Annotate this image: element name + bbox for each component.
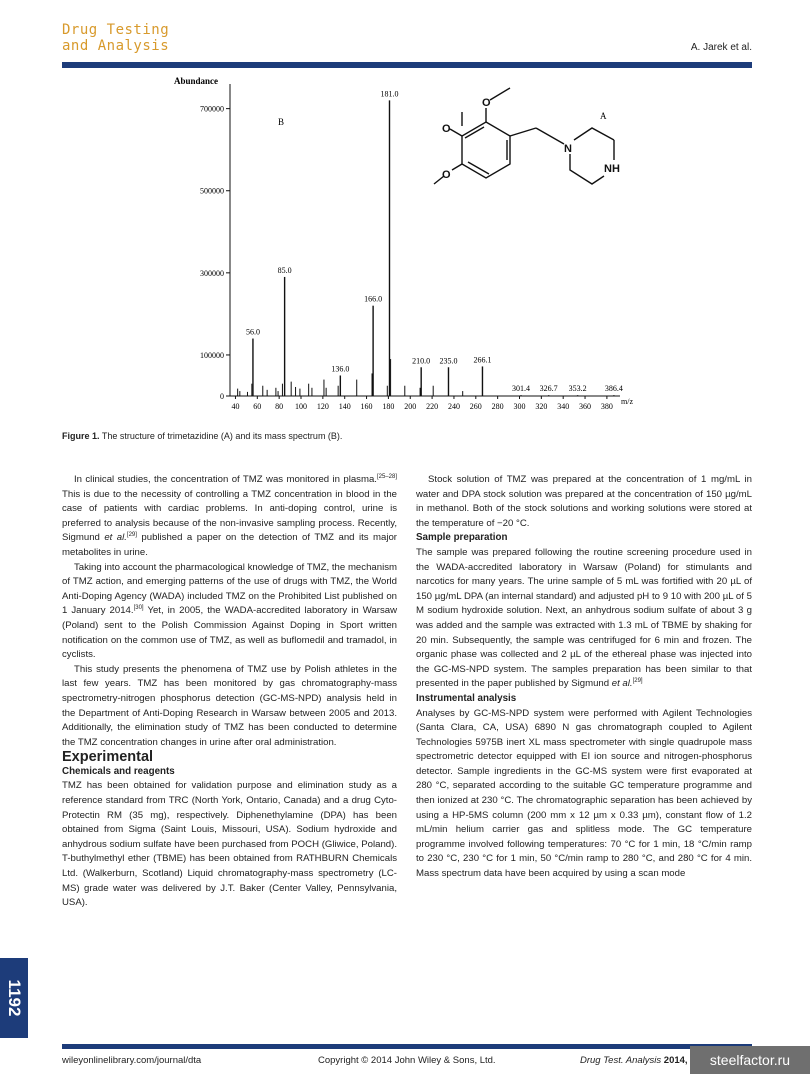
x-axis-unit: m/z bbox=[621, 397, 633, 406]
peak-label: 56.0 bbox=[245, 327, 260, 337]
nh-label: NH bbox=[604, 163, 620, 175]
benzene-ring bbox=[462, 122, 510, 178]
text-run: et al. bbox=[104, 532, 127, 544]
text-run: The sample was prepared following the routine screening procedure used in the WADA-accredited laboratory in Warsaw (Poland) for stimulants and narcotics for many years. The urine sample of 5 mL was fortified with 20 µL of 150 µg/mL DPA (an internal standard) and adjusted pH to 9 10 with 200 µL of 5 M sodium hydroxide solution. Next, an anhydrous sodium sulfate of about 3 g was added and the sample was extracted with 1.3 mL of TBME by shaking for 20 min. Subsequently, the sample was centrifuged for 6 min and frozen. The organic phase was collected and 2 µL of the ethereal phase was injected into the GC-MS-NPD system. The samples preparation has been similar to that presented in the paper published by Sigmund bbox=[416, 546, 752, 690]
panel-b-label: B bbox=[278, 117, 285, 127]
journal-title-line1: Drug Testing bbox=[62, 22, 170, 38]
methoxy-bond bbox=[450, 129, 462, 136]
journal-abbrev: Drug Test. Analysis bbox=[580, 1055, 662, 1066]
x-tick-label: 360 bbox=[579, 402, 592, 411]
x-tick-label: 380 bbox=[600, 402, 613, 411]
oxygen-label: O bbox=[442, 169, 451, 181]
right-column bbox=[416, 473, 752, 882]
footer-copyright: Copyright © 2014 John Wiley & Sons, Ltd. bbox=[318, 1055, 496, 1066]
running-authors: A. Jarek et al. bbox=[690, 42, 752, 53]
y-tick-label: 100000 bbox=[200, 350, 224, 360]
footer-rule bbox=[62, 1044, 752, 1049]
citation[interactable]: [25–28] bbox=[376, 473, 397, 480]
peak-label: 326.7 bbox=[539, 384, 558, 394]
text-run: In clinical studies, the concentration of TMZ was monitored in plasma. bbox=[74, 474, 377, 485]
text-run: Yet, in 2005, the WADA-accredited laboratory in Warsaw (Poland) sent to the Polish Commission Against Doping in Sport written notification on the common use of TMZ, as well as buflomedil and tramadol, in cyclists. bbox=[62, 605, 398, 661]
x-tick-label: 200 bbox=[404, 402, 417, 411]
paragraph: Analyses by GC-MS-NPD system were performed with Agilent Technologies (Santa Clara, CA, USA) 6890 N gas chromatograph coupled to Agilent Technologies 5975B inert XL mass spectrometer with single quadrupole mass spectrometric detector equipped with EI ion source and nitrogen-phosphorus detector. Sample ingredients in the GC-MS system were first evaporated at 280 °C, separated according to the suitable GC temperature programme and then ionized at 230 °C. The chromatographic separation has been achieved by using a HP-5MS column (200 mm x 12 µm x 0.33 µm), constant flow of 1.2 mL/min helium carrier gas and splitless mode. The GC temperature programme involved following temperatures: 70 °C for 1 min, 18 °C/min ramp to 230 °C, 230 °C for 1 min, 50 °C/min ramp to 280 °C, and 280 °C for 4 min. Mass spectrum data have been acquired by using a scan mode bbox=[416, 707, 752, 880]
ring-double-bond bbox=[468, 162, 489, 174]
subsection-heading-instrumental: Instrumental analysis bbox=[416, 692, 517, 704]
text-run: Taking into account the pharmacological knowledge of TMZ, the mechanism of TMZ action, and emerging patterns of the use of drugs with TMZ, the World Anti-Doping Agency (WADA) included TMZ on the Prohibited List published on 1 January 2014. bbox=[62, 561, 397, 617]
x-tick-label: 120 bbox=[316, 402, 329, 411]
x-tick-label: 260 bbox=[469, 402, 482, 411]
y-tick-label: 0 bbox=[220, 392, 224, 401]
journal-year: 2014, bbox=[661, 1055, 688, 1066]
left-column bbox=[62, 473, 397, 911]
x-tick-label: 280 bbox=[491, 402, 504, 411]
citation[interactable]: [29] bbox=[632, 678, 643, 685]
y-tick-label: 700000 bbox=[200, 104, 224, 114]
caption-text: The structure of trimetazidine (A) and its mass spectrum (B). bbox=[101, 431, 343, 441]
subsection-heading-sample: Sample preparation bbox=[416, 532, 508, 544]
x-tick-label: 180 bbox=[382, 402, 395, 411]
text-run: published a paper on the detection of TMZ and its major metabolites in urine. bbox=[62, 532, 397, 558]
footer-journal-ref bbox=[580, 1055, 688, 1066]
journal-title bbox=[62, 22, 169, 54]
peak-label: 301.4 bbox=[512, 384, 531, 394]
oxygen-label: O bbox=[442, 123, 451, 135]
x-tick-label: 220 bbox=[426, 402, 439, 411]
watermark: steelfactor.ru bbox=[690, 1046, 810, 1074]
paragraph bbox=[62, 473, 397, 561]
methoxy-bond bbox=[452, 164, 462, 170]
peak-label: 85.0 bbox=[277, 265, 292, 275]
paragraph: Stock solution of TMZ was prepared at the concentration of 1 mg/mL in water and DPA stock solution was prepared at the concentration of 150 µg/mL in methanol. Both of the stock solutions and working solutions were stored at the temperature of −20 °C. bbox=[416, 474, 752, 529]
paragraph bbox=[62, 561, 397, 663]
x-tick-label: 100 bbox=[295, 402, 308, 411]
figure-1 bbox=[174, 72, 650, 417]
peak-label: 166.0 bbox=[364, 294, 383, 304]
x-tick-label: 340 bbox=[557, 402, 570, 411]
y-tick-label: 300000 bbox=[200, 268, 224, 278]
ch2-bond bbox=[510, 128, 536, 136]
y-tick-label: 500000 bbox=[200, 186, 224, 196]
header-rule bbox=[62, 62, 752, 68]
page-number-tab bbox=[0, 958, 28, 1038]
peak-label: 266.1 bbox=[473, 355, 492, 365]
page-number: 1192 bbox=[5, 979, 24, 1017]
y-axis-label: Abundance bbox=[174, 76, 219, 86]
methyl-bond bbox=[490, 88, 510, 100]
footer-url[interactable]: wileyonlinelibrary.com/journal/dta bbox=[62, 1055, 202, 1066]
peak-label: 136.0 bbox=[331, 364, 350, 374]
citation[interactable]: [30] bbox=[133, 605, 144, 612]
x-tick-label: 160 bbox=[360, 402, 373, 411]
oxygen-label: O bbox=[482, 97, 491, 109]
paragraph: TMZ has been obtained for validation purpose and elimination study as a reference standard from TRC (North York, Ontario, Canada) and a drug Cyto-Protectin RM (35 mg), respectively. Diphenethylamine (DPA) has been obtained from Sigma (Saint Louis, Missouri, USA). Sodium hydroxide and anhydrous sodium sulfate have been purchased from POCH (Gliwice, Poland). T-buthylmethyl ether (TBME) has been obtained from RATHBURN Chemicals Ltd. (Walkerburn, Scotland) Liquid chromatography-mass spectrometry (LC-MS) grade water was delivered by J.T. Baker (Center Valley, Pennsylvania, USA). bbox=[62, 780, 397, 909]
chart-axes bbox=[200, 84, 620, 411]
peak-label: 210.0 bbox=[412, 356, 431, 366]
mass-spectrum-chart bbox=[174, 72, 650, 417]
caption-label: Figure 1. bbox=[62, 431, 100, 441]
molecule-structure bbox=[434, 88, 614, 184]
figure-caption bbox=[62, 431, 342, 441]
piperazine-bond bbox=[570, 154, 604, 184]
peak-label: 181.0 bbox=[380, 89, 399, 99]
x-tick-label: 80 bbox=[275, 402, 284, 411]
piperazine-bond bbox=[574, 128, 614, 140]
citation[interactable]: [29] bbox=[126, 532, 137, 539]
x-tick-label: 40 bbox=[231, 402, 240, 411]
x-tick-label: 60 bbox=[253, 402, 262, 411]
text-run: et al. bbox=[611, 678, 633, 690]
chart-peaks bbox=[238, 89, 623, 396]
text-run: This is due to the necessity of controlling a TMZ concentration in blood in the case of patients with cardiac problems. In anti-doping control, urine is preferred to analysis because of the non-invasive sampling process. Recently, Sigmund bbox=[62, 488, 397, 544]
peak-label: 353.2 bbox=[568, 384, 587, 394]
journal-title-line2: and Analysis bbox=[62, 38, 170, 54]
x-tick-label: 300 bbox=[513, 402, 526, 411]
nitrogen-label: N bbox=[564, 143, 572, 155]
x-tick-label: 140 bbox=[338, 402, 351, 411]
paragraph: This study presents the phenomena of TMZ use by Polish athletes in the last few years. TMZ has been monitored by gas chromatography-mass spectrometry-nitrogen phosphorus detection (GC-MS-NPD) analysis held in the Department of Anti-Doping Research in Warsaw between 2005 and 2013. Additionally, the elimination study of TMZ has been conducted to determine the TMZ concentration changes in urine after oral administration. bbox=[62, 663, 397, 748]
x-tick-label: 240 bbox=[447, 402, 460, 411]
peak-label: 386.4 bbox=[604, 384, 623, 394]
x-tick-label: 320 bbox=[535, 402, 548, 411]
panel-a-label: A bbox=[600, 111, 607, 121]
subsection-heading-chemicals: Chemicals and reagents bbox=[62, 765, 175, 777]
ch2-n-bond bbox=[536, 128, 564, 144]
section-heading-experimental: Experimental bbox=[62, 749, 154, 766]
peak-label: 235.0 bbox=[439, 356, 458, 366]
paragraph bbox=[416, 546, 752, 692]
